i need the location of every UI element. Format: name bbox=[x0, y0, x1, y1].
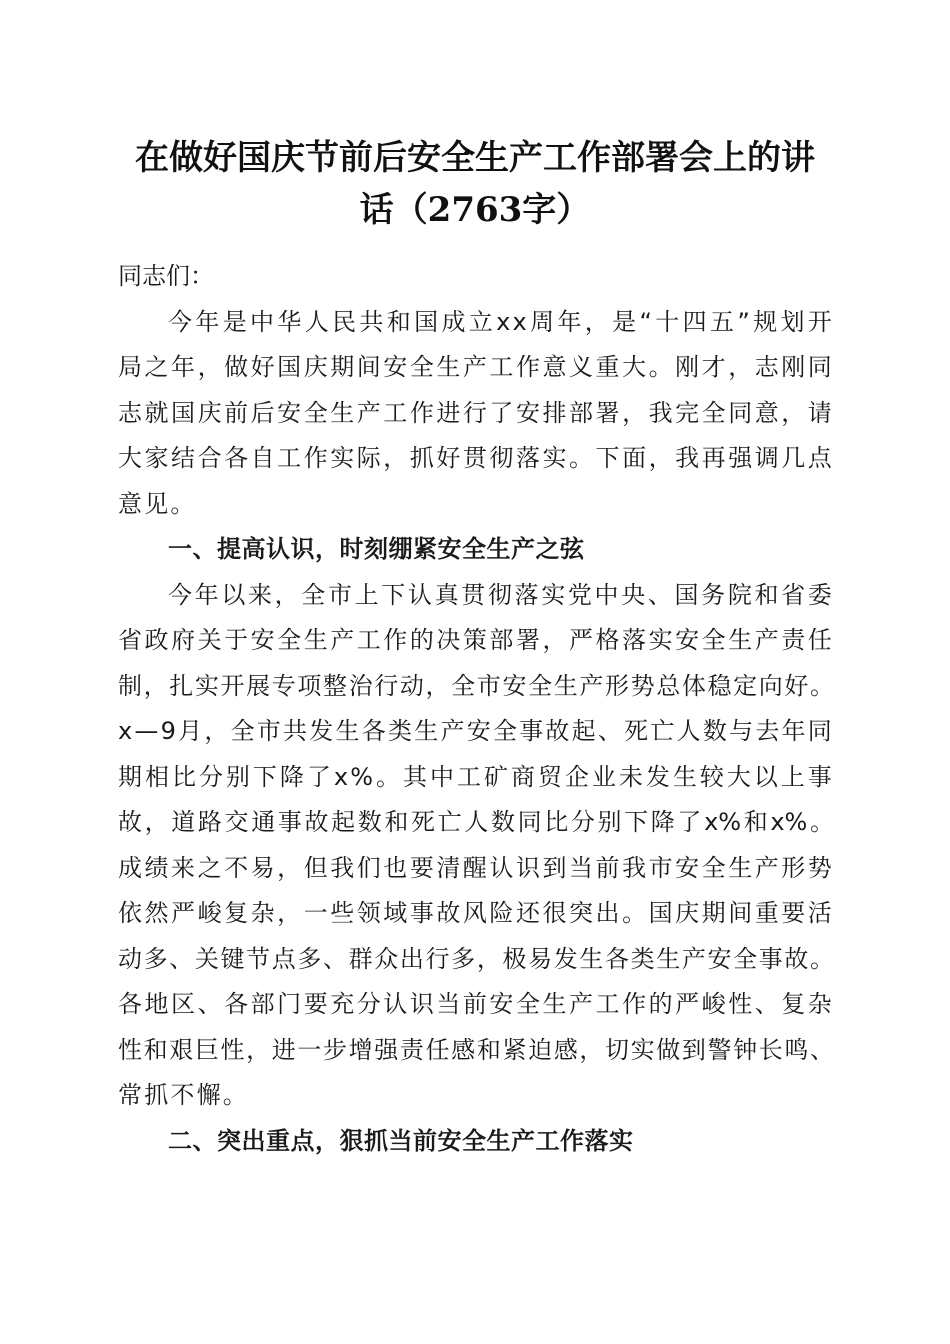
paragraph-2-line: 各地区、各部门要充分认识当前安全生产工作的严峻性、复杂 bbox=[118, 990, 834, 1018]
paragraph-1-line: 局之年，做好国庆期间安全生产工作意义重大。刚才，志刚同 bbox=[118, 353, 834, 381]
paragraph-2-line: 成绩来之不易，但我们也要清醒认识到当前我市安全生产形势 bbox=[118, 853, 834, 882]
salutation: 同志们： bbox=[118, 262, 214, 290]
title-line-2: 话（2763字） bbox=[359, 190, 591, 230]
paragraph-2-line: 省政府关于安全生产工作的决策部署，严格落实安全生产责任 bbox=[118, 626, 834, 654]
paragraph-1-line: 大家结合各自工作实际，抓好贯彻落实。下面，我再强调几点 bbox=[118, 444, 834, 472]
paragraph-2-line: 今年以来，全市上下认真贯彻落实党中央、国务院和省委 bbox=[168, 580, 834, 609]
paragraph-2-line: 故，道路交通事故起数和死亡人数同比分别下降了x%和x%。 bbox=[118, 808, 834, 836]
title-line-1: 在做好国庆节前后安全生产工作部署会上的讲 bbox=[135, 138, 815, 178]
paragraph-1-line: 今年是中华人民共和国成立xx周年，是“十四五”规划开 bbox=[168, 307, 834, 336]
document-body bbox=[118, 254, 834, 1164]
paragraph-2-line: 依然严峻复杂，一些领域事故风险还很突出。国庆期间重要活 bbox=[118, 899, 834, 927]
paragraph-2-line: 性和艰巨性，进一步增强责任感和紧迫感，切实做到警钟长鸣、 bbox=[118, 1035, 834, 1064]
paragraph-2-line: 常抓不懈。 bbox=[118, 1081, 249, 1109]
document-title bbox=[100, 132, 850, 236]
paragraph-2-line: 动多、关键节点多、群众出行多，极易发生各类生产安全事故。 bbox=[118, 944, 834, 973]
paragraph-1-line: 意见。 bbox=[118, 489, 197, 518]
paragraph-2 bbox=[118, 573, 834, 1119]
paragraph-1-line: 志就国庆前后安全生产工作进行了安排部署，我完全同意，请 bbox=[118, 398, 834, 427]
section-heading-1: 一、提高认识，时刻绷紧安全生产之弦 bbox=[168, 535, 585, 563]
paragraph-2-line: 制，扎实开展专项整治行动，全市安全生产形势总体稳定向好。 bbox=[118, 671, 834, 700]
section-heading-2: 二、突出重点，狠抓当前安全生产工作落实 bbox=[168, 1126, 634, 1155]
paragraph-1 bbox=[118, 300, 834, 528]
paragraph-2-line: 期相比分别下降了x%。其中工矿商贸企业未发生较大以上事 bbox=[118, 762, 834, 791]
paragraph-2-line: x—9月，全市共发生各类生产安全事故起、死亡人数与去年同 bbox=[118, 717, 834, 745]
